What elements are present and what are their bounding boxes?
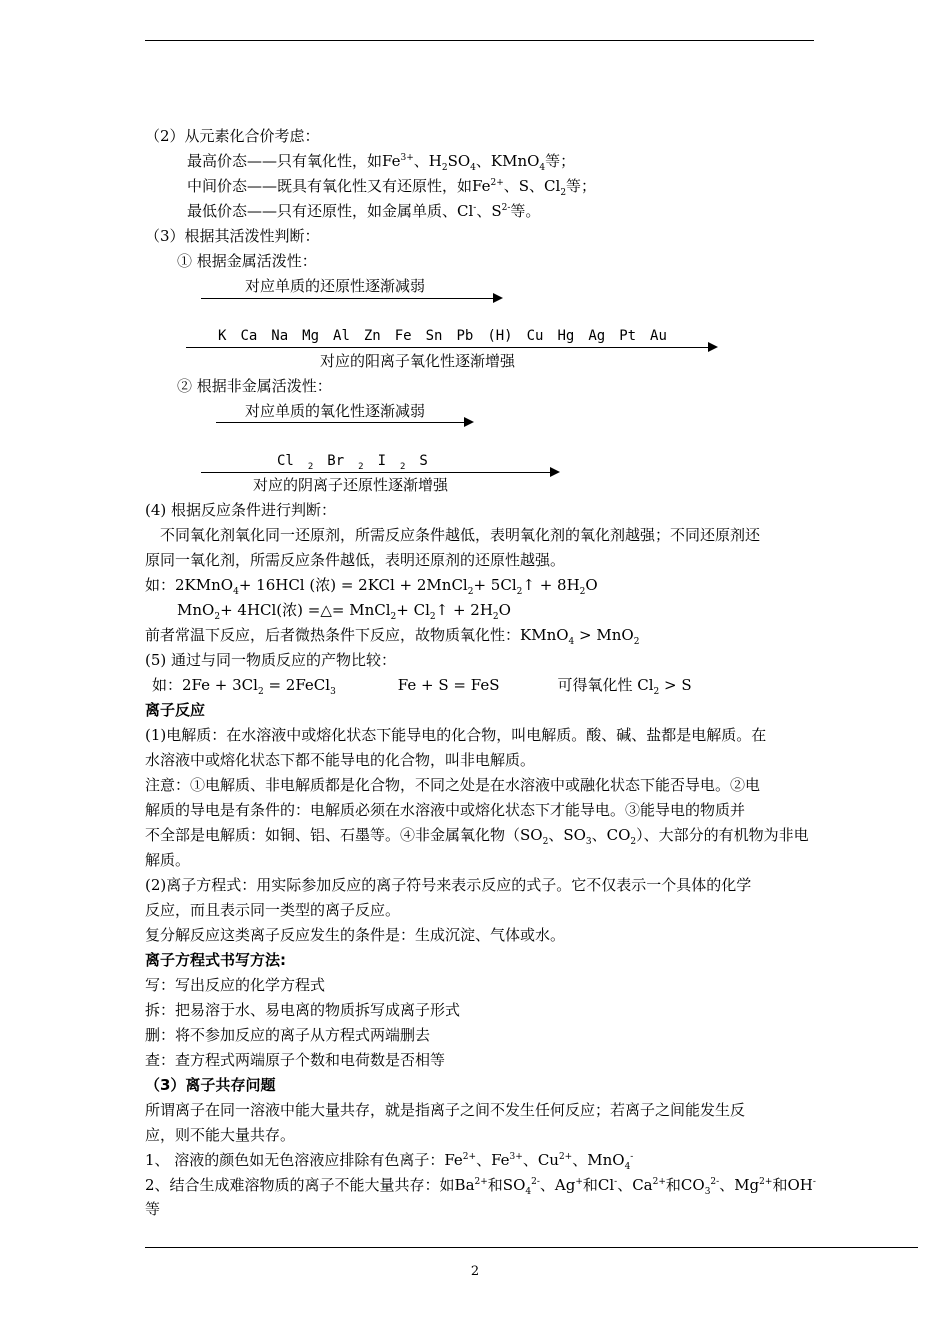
method-step-delete: 删：将不参加反应的离子从方程式两端删去: [145, 1026, 431, 1044]
method-step-split: 拆：把易溶于水、易电离的物质拆写成离子形式: [145, 1001, 461, 1019]
metal-bottom-arrow: [186, 347, 716, 348]
note-line-2: 解质的导电是有条件的：电解质必须在水溶液中或熔化状态下才能导电。③能导电的物质并: [145, 801, 746, 819]
metal-series-item: Sn: [425, 328, 443, 344]
nonmetal-bottom-arrow: [201, 472, 558, 473]
page-number: 2: [470, 1264, 480, 1279]
sec2-highest: 最高价态——只有氧化性，如$Fe^{3+}$、$H_2SO_4$、KMnO$_4$等；: [187, 152, 576, 173]
nonmetal-bottom-label: 对应的阴离子还原性逐渐增强: [253, 476, 449, 494]
equation-1: 如：2KMnO$_4$+ 16HCl (浓) = 2KCl + 2MnCl$_2$+ $5Cl_2↑ + 8H_2O$: [145, 576, 598, 597]
coexist-line-2: 应，则不能大量共存。: [145, 1126, 296, 1144]
coexist-heading: （3）离子共存问题: [145, 1076, 276, 1094]
metal-series-item: Mg: [302, 328, 320, 344]
metal-series-item: Ag: [588, 328, 606, 344]
metal-series-item: Au: [650, 328, 667, 344]
nonmetal-top-label: 对应单质的氧化性逐渐减弱: [245, 402, 426, 420]
coexist-rule-1: 1、 溶液的颜色如无色溶液应排除有色离子：$Fe^{2+}$、$Fe^{3+}$、$Cu^{2+}$、MnO$_4$-: [145, 1151, 634, 1172]
header-rule: [145, 40, 814, 41]
sec4-para-1: 不同氧化剂氧化同一还原剂，所需反应条件越低，表明氧化剂的氧化剂越强；不同还原剂还: [160, 526, 761, 544]
sec5-title: (5) 通过与同一物质反应的产物比较：: [145, 651, 397, 669]
sec2-middle: 中间价态——既具有氧化性又有还原性，如$Fe^{2+}$、S、$Cl_2$等；: [187, 177, 597, 198]
metal-series-item: Al: [333, 328, 350, 344]
metal-series-item: Fe: [394, 328, 412, 344]
note-line-1: 注意：①电解质、非电解质都是化合物，不同之处是在水溶液中或融化状态下能否导电。②电: [145, 776, 761, 794]
sec5-example: 如：$2Fe + 3Cl_2$ = 2FeCl$_3$ Fe + S = FeS 可得氧化性 $Cl_2 > S$: [152, 676, 692, 697]
sec2-title: （2）从元素化合价考虑：: [145, 127, 320, 145]
metal-title: ① 根据金属活泼性：: [177, 252, 317, 270]
metal-bottom-label: 对应的阳离子氧化性逐渐增强: [320, 352, 516, 370]
equation-2: MnO$_2$+ 4HCl(浓) =△= MnCl$_2$+ $Cl_2↑ + 2H_2O$: [177, 601, 511, 622]
note-line-3: 不全部是电解质：如铜、铝、石墨等。④非金属氧化物（$SO_2$、$SO_3$、$CO_2$）、大部分的有机物为非电: [145, 826, 809, 847]
method-step-write: 写：写出反应的化学方程式: [145, 976, 326, 994]
metal-series-item: Ca: [240, 328, 258, 344]
coexist-rule-2-end: 等: [145, 1200, 161, 1218]
metal-activity-series: [218, 326, 681, 346]
coexist-line-1: 所谓离子在同一溶液中能大量共存，就是指离子之间不发生任何反应；若离子之间能发生反: [145, 1101, 746, 1119]
metal-series-item: (H): [487, 328, 513, 344]
metal-top-label: 对应单质的还原性逐渐减弱: [245, 277, 426, 295]
metal-series-item: Cu: [526, 328, 544, 344]
metal-series-item: Hg: [557, 328, 575, 344]
metal-series-item: K: [218, 328, 227, 344]
coexist-rule-2: 2、结合生成难溶物质的离子不能大量共存：如$Ba^{2+}$和$SO_4^{2-}$、Ag+和Cl-、$Ca^{2+}$和$CO_3^{2-}$、$Mg^{2+}$和OH-: [145, 1176, 816, 1197]
metal-series-item: Zn: [363, 328, 381, 344]
double-decomposition-line: 复分解反应这类离子反应发生的条件是：生成沉淀、气体或水。: [145, 926, 566, 944]
footer-rule: [145, 1247, 918, 1248]
ionic-equation-line-1: (2)离子方程式：用实际参加反应的离子符号来表示反应的式子。它不仅表示一个具体的化学: [145, 876, 752, 894]
nonmetal-title: ② 根据非金属活泼性：: [177, 377, 332, 395]
sec4-title: (4) 根据反应条件进行判断：: [145, 501, 337, 519]
note-line-4: 解质。: [145, 851, 191, 869]
nonmetal-series: Cl $_2$ Br $_2$ I $_2$ S: [277, 453, 428, 472]
method-step-check: 查：查方程式两端原子个数和电荷数是否相等: [145, 1051, 446, 1069]
sec2-lowest: 最低价态——只有还原性，如金属单质、Cl-、$S^{2-}$等。: [187, 202, 541, 220]
metal-top-arrow: [201, 298, 501, 299]
metal-series-item: Pb: [456, 328, 474, 344]
electrolyte-line-1: (1)电解质：在水溶液中或熔化状态下能导电的化合物，叫电解质。酸、碱、盐都是电解质。在: [145, 726, 767, 744]
sec4-conclusion: 前者常温下反应，后者微热条件下反应，故物质氧化性：KMnO$_4$ > MnO$_2$: [145, 626, 640, 647]
method-heading: 离子方程式书写方法:: [145, 951, 286, 969]
metal-series-item: Na: [271, 328, 289, 344]
metal-series-item: Pt: [619, 328, 637, 344]
ion-reaction-heading: 离子反应: [145, 701, 206, 719]
electrolyte-line-2: 水溶液中或熔化状态下都不能导电的化合物，叫非电解质。: [145, 751, 536, 769]
sec4-para-2: 原同一氧化剂，所需反应条件越低，表明还原剂的还原性越强。: [145, 551, 566, 569]
ionic-equation-line-2: 反应，而且表示同一类型的离子反应。: [145, 901, 401, 919]
sec3-title: （3）根据其活泼性判断：: [145, 227, 320, 245]
nonmetal-top-arrow: [216, 422, 472, 423]
